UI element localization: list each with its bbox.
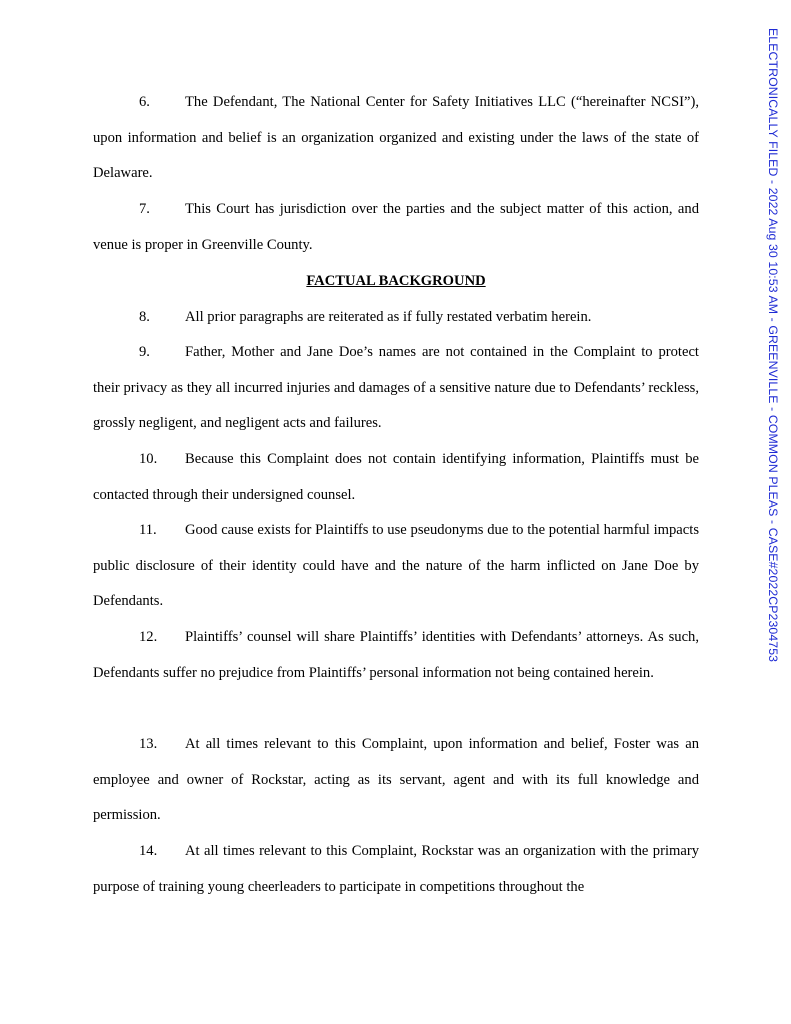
paragraph-10: [93, 442, 699, 513]
paragraph-text: Because this Complaint does not contain identifying information, Plaintiffs must be contacted through their undersigned counsel.: [93, 451, 699, 503]
paragraph-number: 11.: [139, 522, 157, 538]
electronic-filing-stamp: ELECTRONICALLY FILED - 2022 Aug 30 10:53 AM - GREENVILLE - COMMON PLEAS - CASE#2022CP2304753: [766, 28, 780, 663]
paragraph-7: [93, 192, 699, 263]
paragraph-number: 13.: [139, 736, 158, 752]
paragraph-12: [93, 620, 699, 691]
paragraph-11: [93, 513, 699, 620]
paragraph-text: At all times relevant to this Complaint, Rockstar was an organization with the primary purpose of training young cheerleaders to participate in competitions throughout the: [93, 843, 699, 895]
paragraph-number: 9.: [139, 344, 150, 360]
paragraph-number: 14.: [139, 843, 158, 859]
paragraph-text: Plaintiffs’ counsel will share Plaintiffs’ identities with Defendants’ attorneys. As such, Defendants suffer no prejudice from Plaintiffs’ personal information not being contained herein.: [93, 629, 699, 681]
paragraph-text: This Court has jurisdiction over the parties and the subject matter of this action, and venue is proper in Greenville County.: [93, 201, 699, 253]
paragraph-text: The Defendant, The National Center for Safety Initiatives LLC (“hereinafter NCSI”), upon information and belief is an organization organized and existing under the laws of the state of Delaware.: [93, 94, 699, 182]
section-heading: FACTUAL BACKGROUND: [306, 273, 486, 289]
paragraph-number: 10.: [139, 451, 158, 467]
paragraph-13: [93, 727, 699, 834]
paragraph-8: [93, 300, 699, 336]
paragraph-14: [93, 834, 699, 905]
paragraph-6: [93, 85, 699, 192]
paragraph-number: 7.: [139, 201, 150, 217]
paragraph-number: 8.: [139, 309, 150, 325]
paragraph-number: 12.: [139, 629, 158, 645]
paragraph-number: 6.: [139, 94, 150, 110]
paragraph-9: [93, 335, 699, 442]
paragraph-text: Father, Mother and Jane Doe’s names are not contained in the Complaint to protect their privacy as they all incurred injuries and damages of a sensitive nature due to Defendants’ reckless, grossly negligent, and negligent acts and failures.: [93, 344, 699, 432]
paragraph-text: Good cause exists for Plaintiffs to use pseudonyms due to the potential harmful impacts public disclosure of their identity could have and the nature of the harm inflicted on Jane Doe by Defendants.: [93, 522, 699, 610]
paragraph-text: At all times relevant to this Complaint, upon information and belief, Foster was an employee and owner of Rockstar, acting as its servant, agent and with its full knowledge and permission.: [93, 736, 699, 824]
paragraph-text: All prior paragraphs are reiterated as if fully restated verbatim herein.: [185, 309, 592, 325]
